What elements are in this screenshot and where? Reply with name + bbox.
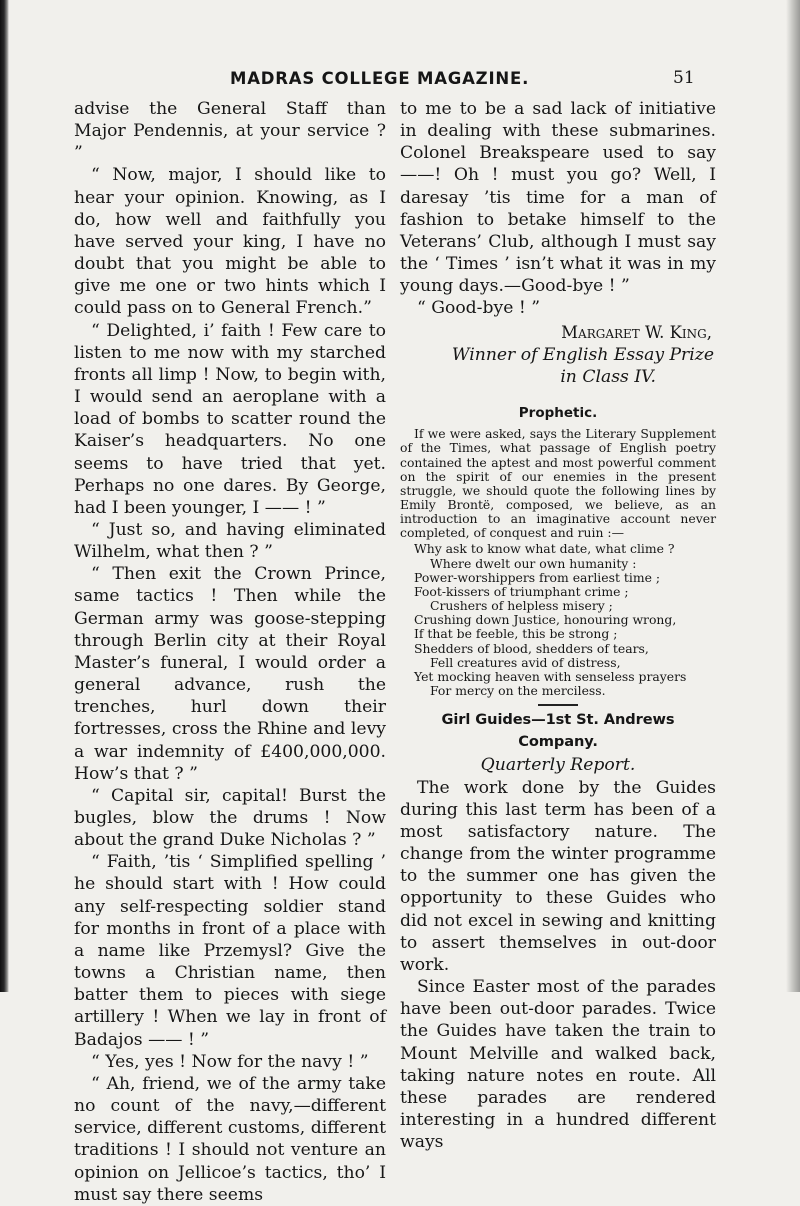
poem-line: Foot-kissers of triumphant crime ; xyxy=(414,583,629,599)
paragraph: “ Just so, and having eliminated Wilhelm, what then ? ” xyxy=(74,519,386,563)
poem-line: Power-worshippers from earliest time ; xyxy=(414,569,661,585)
paragraph: “ Now, major, I should like to hear your opinion. Knowing, as I do, how well and faithfully you have served your king, I have no doubt that you might be able to give me one or two hints which I could pass on to General French.” xyxy=(74,165,386,319)
poem-line: Fell creatures avid of distress, xyxy=(430,654,621,670)
poem-line: Crushing down Justice, honouring wrong, xyxy=(414,612,677,628)
section-subheading: Quarterly Report. xyxy=(480,755,636,776)
paragraph: Since Easter most of the parades have been out-door parades. Twice the Guides have taken the train to Mount Melville and walked back, taking nature notes en route. All these parades are rendered interesting in a hundred different ways xyxy=(400,977,716,1153)
author-prize: Winner of English Essay Prize xyxy=(451,344,714,365)
paragraph: “ Faith, ’tis ‘ Simplified spelling ’ he should start with ! How could any self-respecting soldier stand for months in front of a place with a name like Przemysl? Give the towns a Christian name, then batter them to pieces with siege artillery ! When we lay in front of Badajos —— ! ” xyxy=(74,852,386,1050)
paragraph: “ Delighted, i’ faith ! Few care to listen to me now with my starched fronts all limp ! Now, to begin with, I would send an aeroplane with a load of bombs to scatter round the Kaiser’s headquarters. No one seems to have tried that yet. Perhaps no one dares. By George, had I been younger, I —— ! ” xyxy=(74,320,386,518)
poem xyxy=(414,542,716,698)
paragraph: to me to be a sad lack of initiative in dealing with these submarines. Colonel Breakspeare used to say ——! Oh ! must you go? Well, I daresay ’tis time for a man of fashion to betake himself to the Veterans’ Club, although I must say the ‘ Times ’ isn’t what it was in my young days.—Good-bye ! ” xyxy=(400,99,716,297)
paragraph: “ Ah, friend, we of the army take no count of the navy,—different service, different customs, different traditions ! I should not venture an opinion on Jellicoe’s tactics, tho’ I must say there seems xyxy=(74,1073,386,1205)
paragraph: advise the General Staff than Major Pendennis, at your service ? ” xyxy=(74,99,386,164)
section-divider xyxy=(538,704,578,706)
paragraph: “ Yes, yes ! Now for the navy ! ” xyxy=(91,1051,369,1072)
binding-shadow xyxy=(0,0,9,992)
paragraph: “ Good-bye ! ” xyxy=(417,298,540,319)
poem-line: Where dwelt our own humanity : xyxy=(430,555,637,571)
poem-line: Why ask to know what date, what clime ? xyxy=(414,541,675,557)
poem-line: Shedders of blood, shedders of tears, xyxy=(414,640,649,656)
poem-line: Yet mocking heaven with senseless prayers xyxy=(414,668,687,684)
paragraph: The work done by the Guides during this last term has been of a most satisfactory nature. The change from the winter programme to the summer one has given the opportunity to these Guides who did not excel in sewing and knitting to assert themselves in out-door work. xyxy=(400,777,716,975)
page-number: 51 xyxy=(673,68,695,88)
section-heading-girl-guides: Girl Guides—1st St. Andrews Company. xyxy=(441,711,675,751)
section-heading-prophetic: Prophetic. xyxy=(518,405,598,422)
poem-line: Crushers of helpless misery ; xyxy=(430,598,613,614)
poem-line: If that be feeble, this be strong ; xyxy=(414,626,618,642)
author-name: Margaret W. King, xyxy=(561,322,712,342)
left-column xyxy=(74,98,386,1206)
right-column xyxy=(400,98,716,1153)
running-head: MADRAS COLLEGE MAGAZINE. xyxy=(230,69,530,88)
author-class: in Class IV. xyxy=(560,366,656,387)
paragraph: “ Then exit the Crown Prince, same tactics ! Then while the German army was goose-stepping through Berlin city at their Royal Master’s funeral, I would order a general advance, rush the trenches, hurl down their fortresses, cross the Rhine and levy a war indemnity of £400,000,000. How’s that ? ” xyxy=(74,564,386,784)
paragraph: “ Capital sir, capital! Burst the bugles, blow the drums ! Now about the grand Duke Nicholas ? ” xyxy=(74,785,386,851)
poem-line: For mercy on the merciless. xyxy=(430,683,606,698)
prophetic-intro: If we were asked, says the Literary Supplement of the Times, what passage of English poetry contained the aptest and most powerful comment on the spirit of our enemies in the present struggle, we should quote the following lines by Emily Brontë, composed, we believe, as an introduction to an imaginative account never completed, of conquest and ruin :— xyxy=(400,426,716,541)
page-edge xyxy=(786,0,800,992)
